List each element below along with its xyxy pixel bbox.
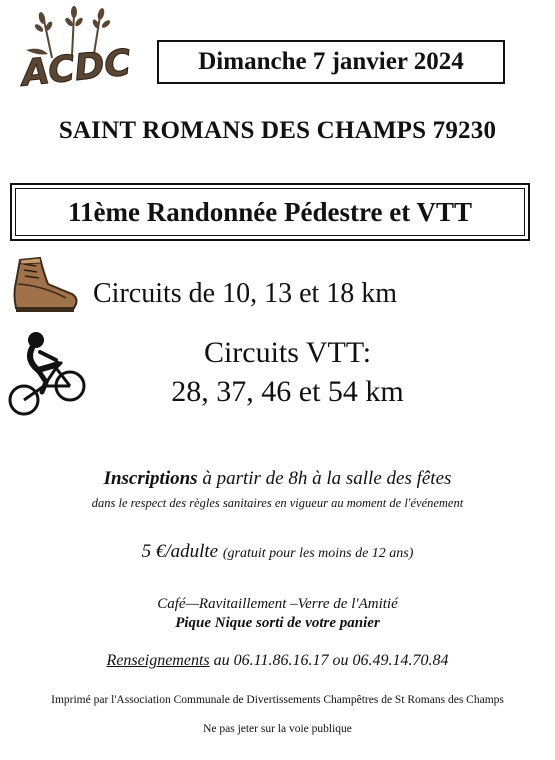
title-box [10,183,530,241]
price-main: 5 €/adulte [141,541,223,562]
contact-phones: au 06.11.86.16.17 ou 06.49.14.70.84 [209,652,449,669]
event-date: Dimanche 7 janvier 2024 [198,48,464,75]
title-inner-frame [15,188,525,236]
registration-label: Inscriptions [103,468,198,489]
refreshments-line: Café—Ravitaillement –Verre de l'Amitié [157,596,398,612]
sanitary-note: dans le respect des règles sanitaires en vigueur au moment de l'événement [91,496,464,510]
logo-text: ACDC [20,42,130,92]
hiking-boot-icon [10,254,80,316]
event-title: 11ème Randonnée Pédestre et VTT [68,196,472,227]
price-line [0,541,555,563]
price-note: (gratuit pour les moins de 12 ans) [222,546,414,561]
walking-circuits: Circuits de 10, 13 et 18 km [93,278,398,309]
printer-credit: Imprimé par l'Association Communale de Divertissements Champêtres de St Romans des Champs [51,694,504,706]
acdc-logo [20,6,130,92]
registration-text: à partir de 8h à la salle des fêtes [197,468,452,489]
contact-label: Renseignements [106,652,210,669]
registration-line [0,468,555,490]
picnic-line: Pique Nique sorti de votre panier [175,615,380,631]
contact-line [0,652,555,670]
date-box [157,40,505,84]
vtt-circuits-title: Circuits VTT: [203,336,372,369]
vtt-circuits-distances: 28, 37, 46 et 54 km [171,375,404,408]
event-location: SAINT ROMANS DES CHAMPS 79230 [58,117,497,144]
disposal-notice: Ne pas jeter sur la voie publique [203,723,352,735]
